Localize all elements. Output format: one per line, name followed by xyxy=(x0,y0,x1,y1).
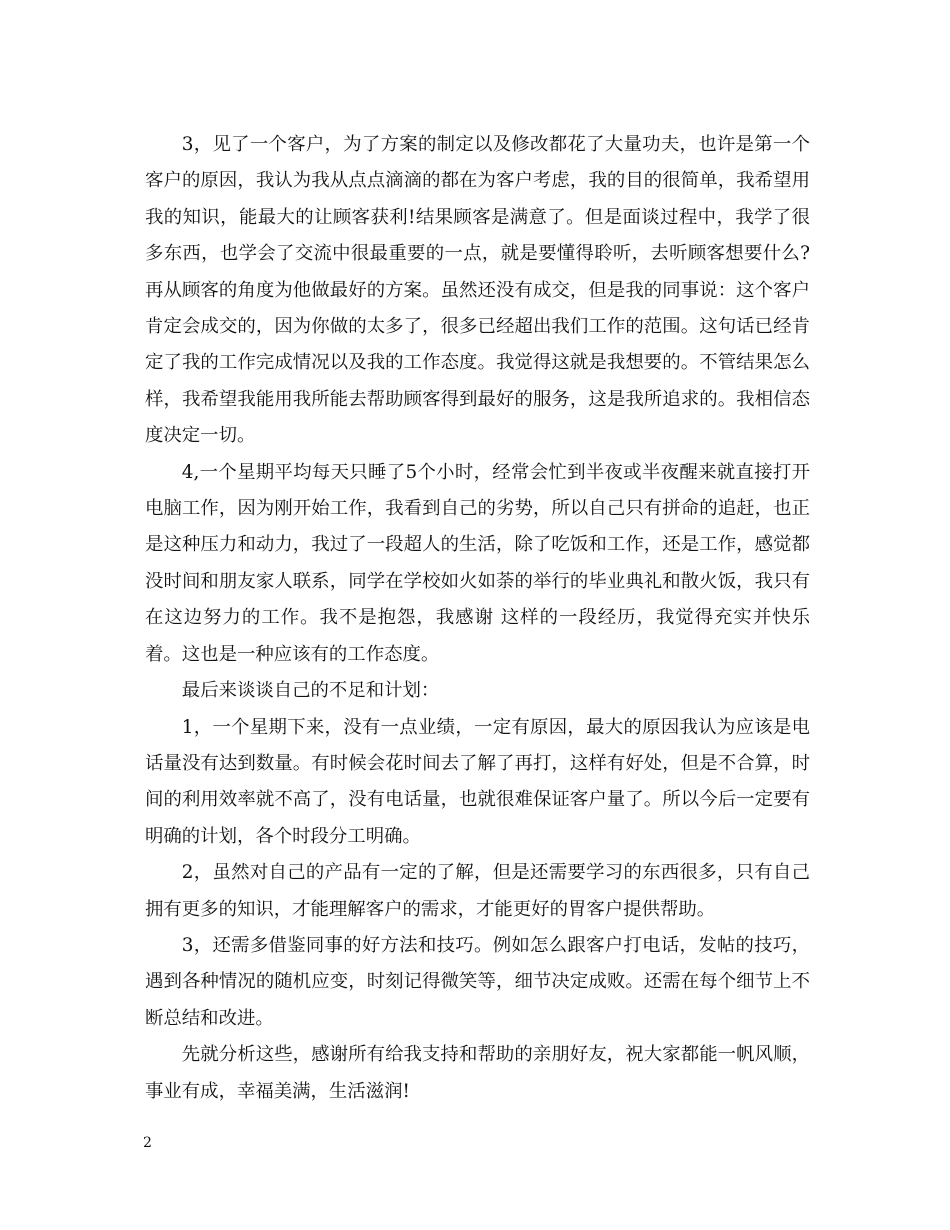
paragraph-1: 3，见了一个客户，为了方案的制定以及修改都花了大量功夫，也许是第一个客户的原因，我认为我从点点滴滴的都在为客户考虑，我的目的很简单，我希望用我的知识，能最大的让顾客获利!结果顾客是满意了。但是面谈过程中，我学了很多东西，也学会了交流中很最重要的一点，就是要懂得聆听，去听顾客想要什么?再从顾客的角度为他做最好的方案。虽然还没有成交，但是我的同事说：这个客户肯定会成交的，因为你做的太多了，很多已经超出我们工作的范围。这句话已经肯定了我的工作完成情况以及我的工作态度。我觉得这就是我想要的。不管结果怎么样，我希望我能用我所能去帮助顾客得到最好的服务，这是我所追求的。我相信态度决定一切。 xyxy=(145,134,810,447)
document-body xyxy=(145,127,810,1110)
paragraph-7: 先就分析这些，感谢所有给我支持和帮助的亲朋好友，祝大家都能一帆风顺，事业有成，幸福美满，生活滋润! xyxy=(145,1044,810,1102)
paragraph-6: 3，还需多借鉴同事的好方法和技巧。例如怎么跟客户打电话，发帖的技巧，遇到各种情况的随机应变，时刻记得微笑等，细节决定成败。还需在每个细节上不断总结和改进。 xyxy=(145,934,810,1029)
paragraph-2: 4,一个星期平均每天只睡了5个小时，经常会忙到半夜或半夜醒来就直接打开电脑工作，因为刚开始工作，我看到自己的劣势，所以自己只有拼命的追赶，也正是这种压力和动力，我过了一段超人的生活，除了吃饭和工作，还是工作，感觉都没时间和朋友家人联系，同学在学校如火如荼的举行的毕业典礼和散火饭，我只有在这边努力的工作。我不是抱怨，我感谢 这样的一段经历，我觉得充实并快乐着。这也是一种应该有的工作态度。 xyxy=(145,461,810,665)
paragraph-3: 最后来谈谈自己的不足和计划： xyxy=(181,680,440,702)
page-number: 2 xyxy=(143,1135,152,1151)
paragraph-4: 1，一个星期下来，没有一点业绩，一定有原因，最大的原因我认为应该是电话量没有达到数量。有时候会花时间去了解了再打，这样有好处，但是不合算，时间的利用效率就不高了，没有电话量，也就很难保证客户量了。所以今后一定要有明确的计划，各个时段分工明确。 xyxy=(145,716,810,847)
paragraph-5: 2，虽然对自己的产品有一定的了解，但是还需要学习的东西很多，只有自己拥有更多的知识，才能理解客户的需求，才能更好的胃客户提供帮助。 xyxy=(145,862,810,920)
